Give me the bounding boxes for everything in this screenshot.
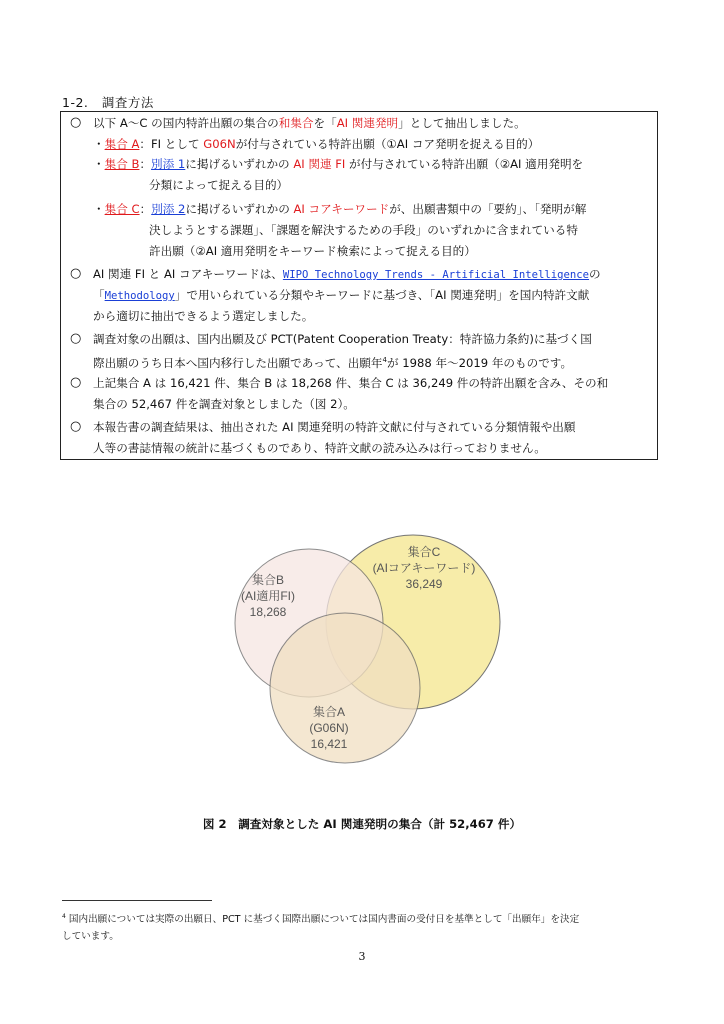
bullet-circle-icon: ○ xyxy=(70,419,82,434)
figure-caption: 図 2 調査対象とした AI 関連発明の集合（計 52,467 件） xyxy=(202,817,522,831)
appendix-2-link[interactable]: 別添 2 xyxy=(151,202,186,216)
section-number: 1-2. xyxy=(62,95,89,110)
set-c-label: 集合 C xyxy=(104,202,140,216)
set-a-name: 集合A xyxy=(312,705,346,719)
set-c-name: 集合C xyxy=(407,545,441,559)
footnote-ref: 4 xyxy=(382,356,387,364)
set-c-desc: (AIコアキーワード) xyxy=(372,561,476,575)
appendix-1-link[interactable]: 別添 1 xyxy=(151,157,186,171)
bullet-circle-icon: ○ xyxy=(70,375,82,390)
set-b-count: 18,268 xyxy=(249,605,287,619)
set-b-desc: (AI適用FI) xyxy=(241,589,295,603)
section-title: 調査方法 xyxy=(101,95,154,110)
bullet-circle-icon: ○ xyxy=(70,331,82,346)
set-a-label: 集合 A xyxy=(104,137,140,151)
footnote-mark: 4 xyxy=(62,913,66,920)
method-box: ○ 以下 A〜C の国内特許出願の集合の和集合を「AI 関連発明」として抽出しました。 ・集合 A：FI として G06Nが付与されている特許出願（①AI コア発明を捉える目的） ・集合 B：別添 1に掲げるいずれかの AI 関連 FI が付与されている特許出願（②AI 適用発明を 分類によって捉える目的） ・集合 C：別添 2に掲げるいずれかの AI コアキーワードが、出願書類中の「要約」、「発明が解 決しようとする課題」、「課題を解決するための手段」のいずれかに含まれている特 許出願（②AI 適用発明をキーワード検索によって捉える目的） ○ AI 関連 FI と AI コアキーワードは、WIPO Technology Trends - Artificial Intelligenceの 「Methodology」で用いられている分類やキーワードに基づき、「AI 関連発明」を国内特許文献 から適切に抽出できるよう選定しました。 ○ 調査対象の出願は、国内出願及び PCT(Patent Cooperation Treaty：特許協力条約)に基づく国 際出願のうち日本へ国内移行した出願であって、出願年$^4$が 1988 年〜2019 年のものです。 ○ 上記集合 A は 16,421 件、集合 B は 18,268 件、集合 C は 36,249 件の特許出願を含み、その和 集合の 52,467 件を調査対象としました（図 2）。 ○ 本報告書の調査結果は、抽出された AI 関連発明の特許文献に付与されている分類情報や出願 人等の書誌情報の統計に基づくものであり、特許文献の読み込みは行っておりません。 xyxy=(60,111,658,460)
venn-diagram xyxy=(230,528,510,800)
set-c-count: 36,249 xyxy=(405,577,443,591)
wipo-link[interactable]: WIPO Technology Trends - Artificial Intelligence xyxy=(282,269,590,281)
set-a-desc: (G06N) xyxy=(309,721,349,735)
bullet-circle-icon: ○ xyxy=(70,115,82,130)
footnote: $^4$ 国内出願については実際の出願日、PCT に基づく国際出願については国内書面の受付日を基準として「出願年」を決定 しています。 xyxy=(62,913,580,943)
bullet-circle-icon: ○ xyxy=(70,266,82,281)
footnote-divider xyxy=(62,900,212,901)
set-b-label: 集合 B xyxy=(104,157,140,171)
methodology-link[interactable]: Methodology xyxy=(104,290,175,302)
page-number: 3 xyxy=(358,950,366,963)
set-b-name: 集合B xyxy=(251,573,285,587)
section-heading xyxy=(62,93,154,111)
set-a-count: 16,421 xyxy=(310,737,348,751)
